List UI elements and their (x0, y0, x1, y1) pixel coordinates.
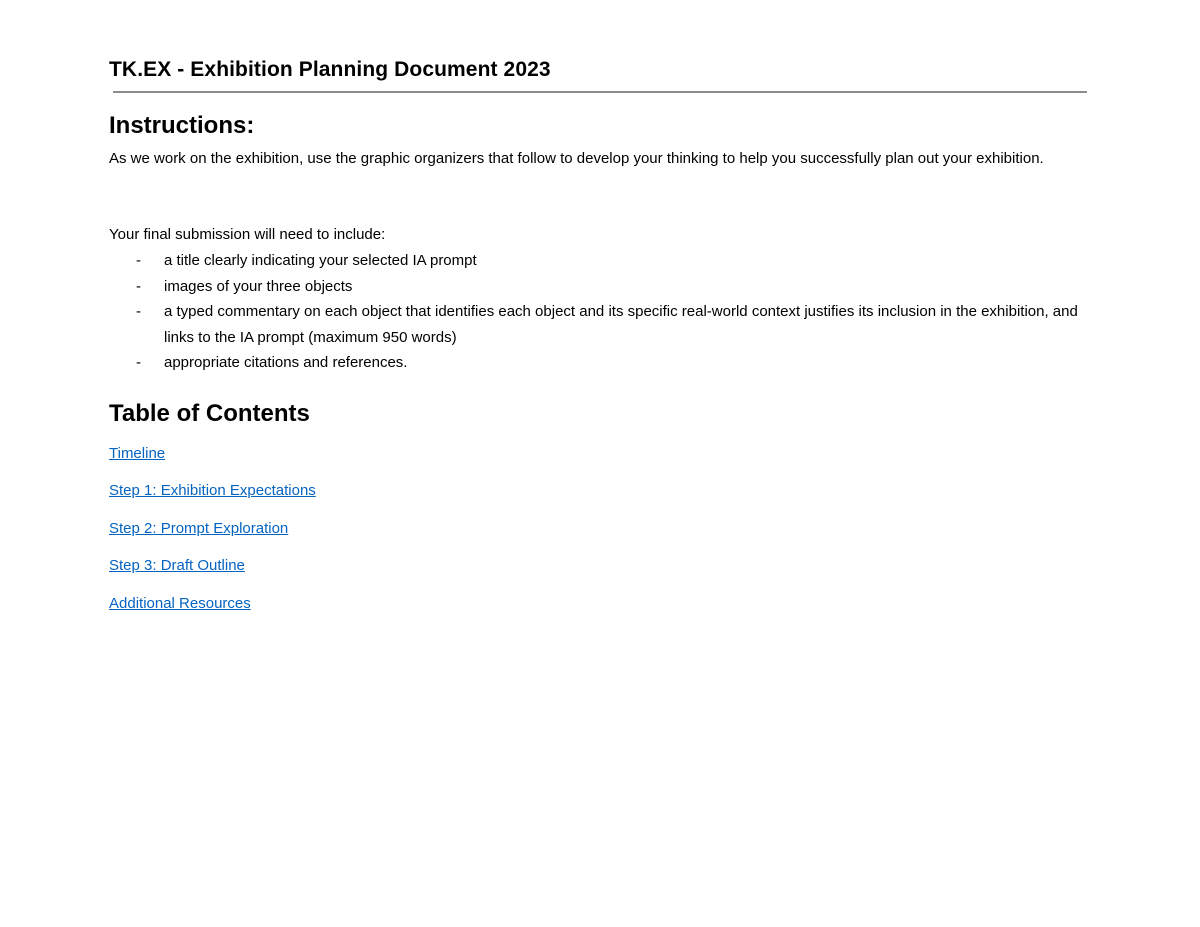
toc-item (109, 441, 316, 478)
toc-item (109, 516, 316, 553)
requirement-text: a title clearly indicating your selected IA prompt (164, 252, 477, 269)
document-title: TK.EX - Exhibition Planning Document 2023 (109, 58, 551, 81)
requirement-item (109, 248, 1087, 274)
requirements-intro: Your final submission will need to include: (109, 226, 386, 243)
instructions-intro: As we work on the exhibition, use the graphic organizers that follow to develop your thinking to help you successfully plan out your exhibition. (109, 150, 1044, 167)
requirement-text: images of your three objects (164, 277, 353, 295)
toc-link-additional-resources[interactable]: Additional Resources (109, 594, 251, 612)
requirement-item (109, 274, 1087, 300)
list-dash: - (136, 277, 141, 295)
list-dash: - (136, 303, 141, 320)
list-dash: - (136, 354, 141, 371)
requirement-item (109, 299, 1087, 350)
requirements-list (109, 248, 1087, 376)
title-divider (113, 91, 1087, 93)
instructions-heading: Instructions: (109, 112, 255, 139)
toc-item (109, 591, 316, 628)
toc-link-step-1[interactable]: Step 1: Exhibition Expectations (109, 482, 316, 500)
toc-link-step-2[interactable]: Step 2: Prompt Exploration (109, 519, 289, 537)
toc-link-timeline[interactable]: Timeline (109, 445, 166, 462)
requirement-item (109, 350, 1087, 376)
table-of-contents (109, 441, 316, 628)
toc-heading: Table of Contents (109, 400, 310, 427)
toc-item (109, 553, 316, 590)
list-dash: - (136, 252, 141, 269)
toc-item (109, 478, 316, 515)
toc-link-step-3[interactable]: Step 3: Draft Outline (109, 557, 245, 575)
requirement-text: a typed commentary on each object that identifies each object and its specific real-world context justifies its inclusion in the exhibition, and links to the IA prompt (maximum 950 words) (164, 303, 1078, 346)
requirement-text: appropriate citations and references. (164, 354, 408, 371)
